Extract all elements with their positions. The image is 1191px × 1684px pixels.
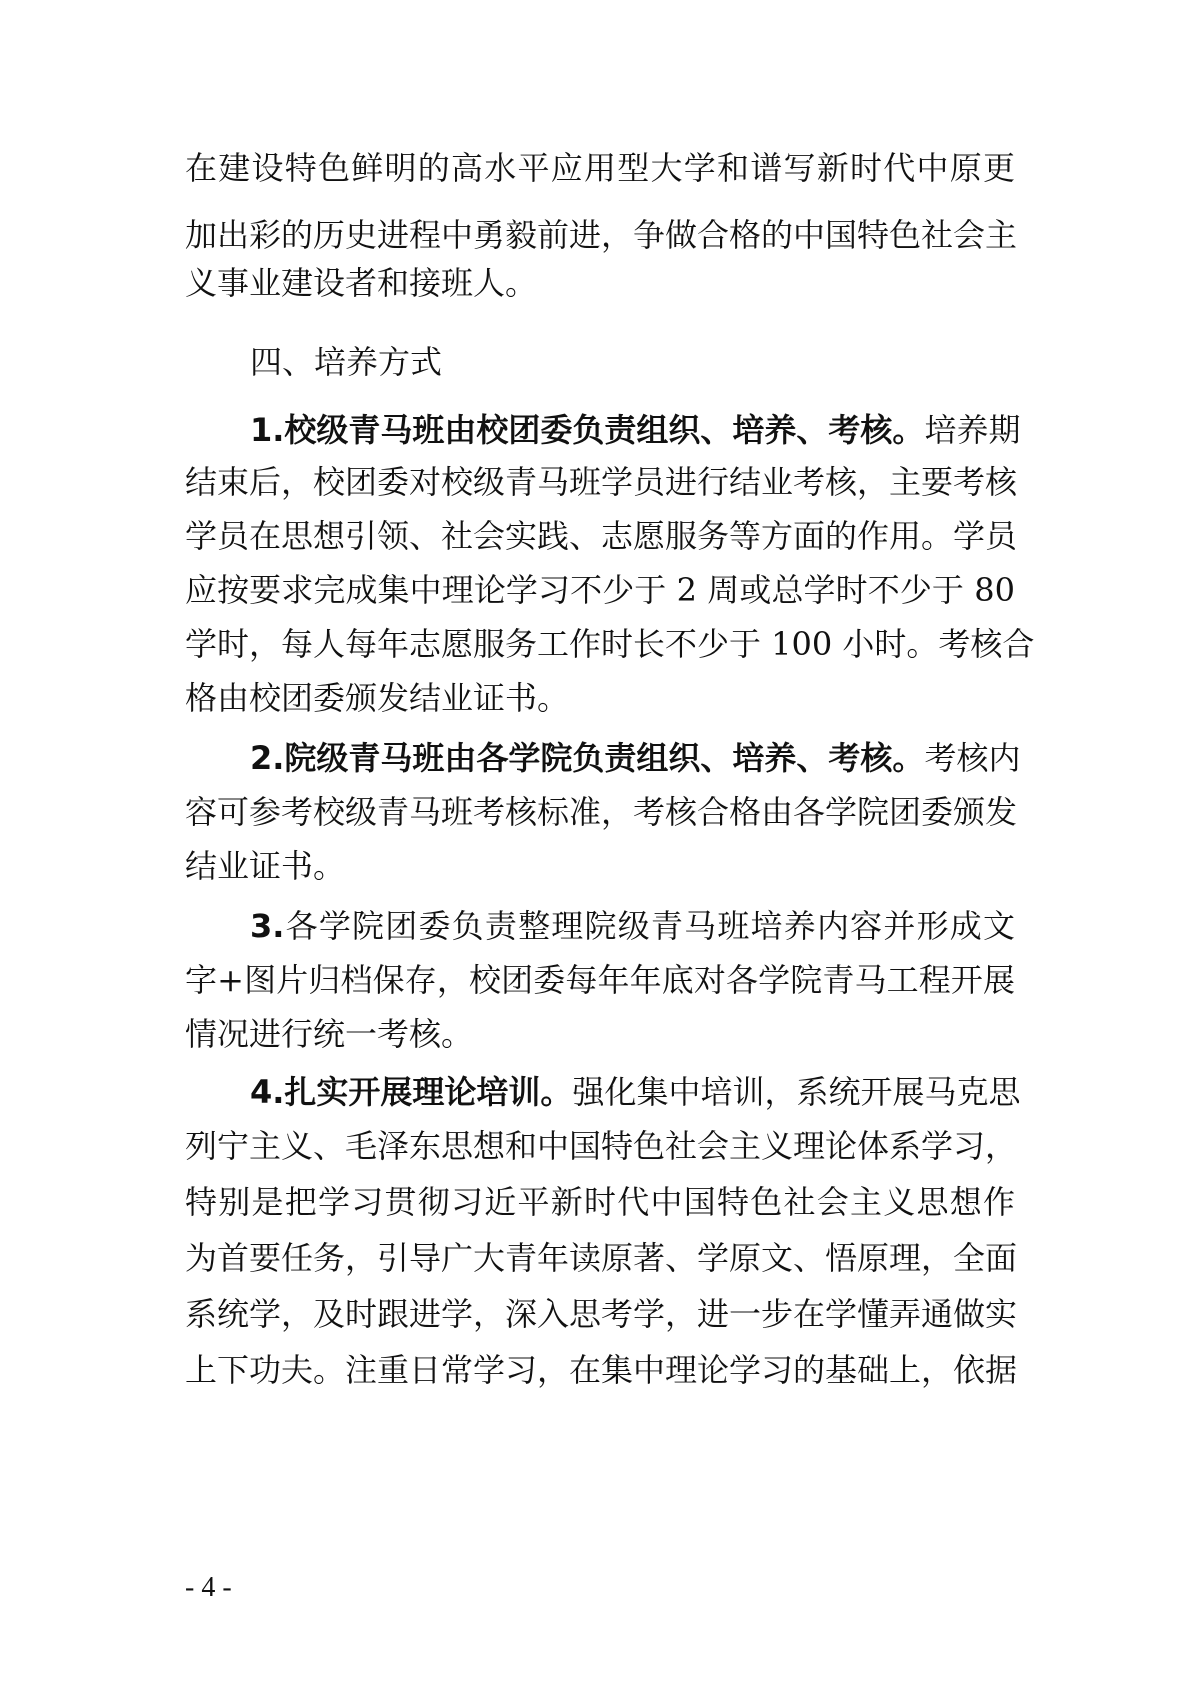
paragraph-line: 结束后，校团委对校级青马班学员进行结业考核，主要考核: [185, 463, 1018, 501]
paragraph-line: 上下功夫。注重日常学习，在集中理论学习的基础上，依据: [185, 1351, 1018, 1389]
paragraph-line: 为首要任务，引导广大青年读原著、学原文、悟原理，全面: [185, 1239, 1018, 1277]
paragraph-line: 格由校团委颁发结业证书。: [185, 679, 570, 717]
paragraph-line: 学员在思想引领、社会实践、志愿服务等方面的作用。学员: [185, 517, 1018, 555]
item-3-first-line: [250, 896, 1015, 956]
paragraph-line: 应按要求完成集中理论学习不少于 2 周或总学时不少于 80: [185, 571, 1015, 609]
item-3-first-rest: 各学院团委负责整理院级青马班培养内容并形成文: [284, 907, 1015, 945]
item-1-first-line: [250, 400, 1021, 460]
section-heading: 四、培养方式: [250, 343, 443, 381]
paragraph-line: 学时，每人每年志愿服务工作时长不少于 100 小时。考核合: [185, 625, 1035, 663]
item-2-bold-lead: 2.院级青马班由各学院负责组织、培养、考核。: [250, 739, 925, 777]
paragraph-line: 系统学，及时跟进学，深入思考学，进一步在学懂弄通做实: [185, 1295, 1018, 1333]
paragraph-line: 字+图片归档保存，校团委每年年底对各学院青马工程开展: [185, 961, 1015, 999]
paragraph-line: 结业证书。: [185, 847, 346, 885]
paragraph-line: 加出彩的历史进程中勇毅前进，争做合格的中国特色社会主: [185, 216, 1018, 254]
item-4-first-rest: 强化集中培训，系统开展马克思: [572, 1073, 1021, 1111]
item-2-first-line: [250, 728, 1021, 788]
item-2-first-rest: 考核内: [924, 739, 1021, 777]
item-1-bold-lead: 1.校级青马班由校团委负责组织、培养、考核。: [250, 411, 925, 449]
paragraph-line: 义事业建设者和接班人。: [185, 264, 538, 302]
paragraph-line: 容可参考校级青马班考核标准，考核合格由各学院团委颁发: [185, 793, 1018, 831]
item-4-bold-lead: 4.扎实开展理论培训。: [250, 1073, 573, 1111]
paragraph-line: 情况进行统一考核。: [185, 1015, 474, 1053]
paragraph-line: 特别是把学习贯彻习近平新时代中国特色社会主义思想作: [185, 1183, 1015, 1221]
item-3-bold-num: 3.: [250, 907, 285, 945]
paragraph-line: 在建设特色鲜明的高水平应用型大学和谱写新时代中原更: [185, 149, 1015, 187]
paragraph-line: 列宁主义、毛泽东思想和中国特色社会主义理论体系学习，: [185, 1127, 1018, 1165]
page-number: - 4 -: [185, 1572, 232, 1603]
item-1-first-rest: 培养期: [924, 411, 1021, 449]
item-4-first-line: [250, 1062, 1021, 1122]
